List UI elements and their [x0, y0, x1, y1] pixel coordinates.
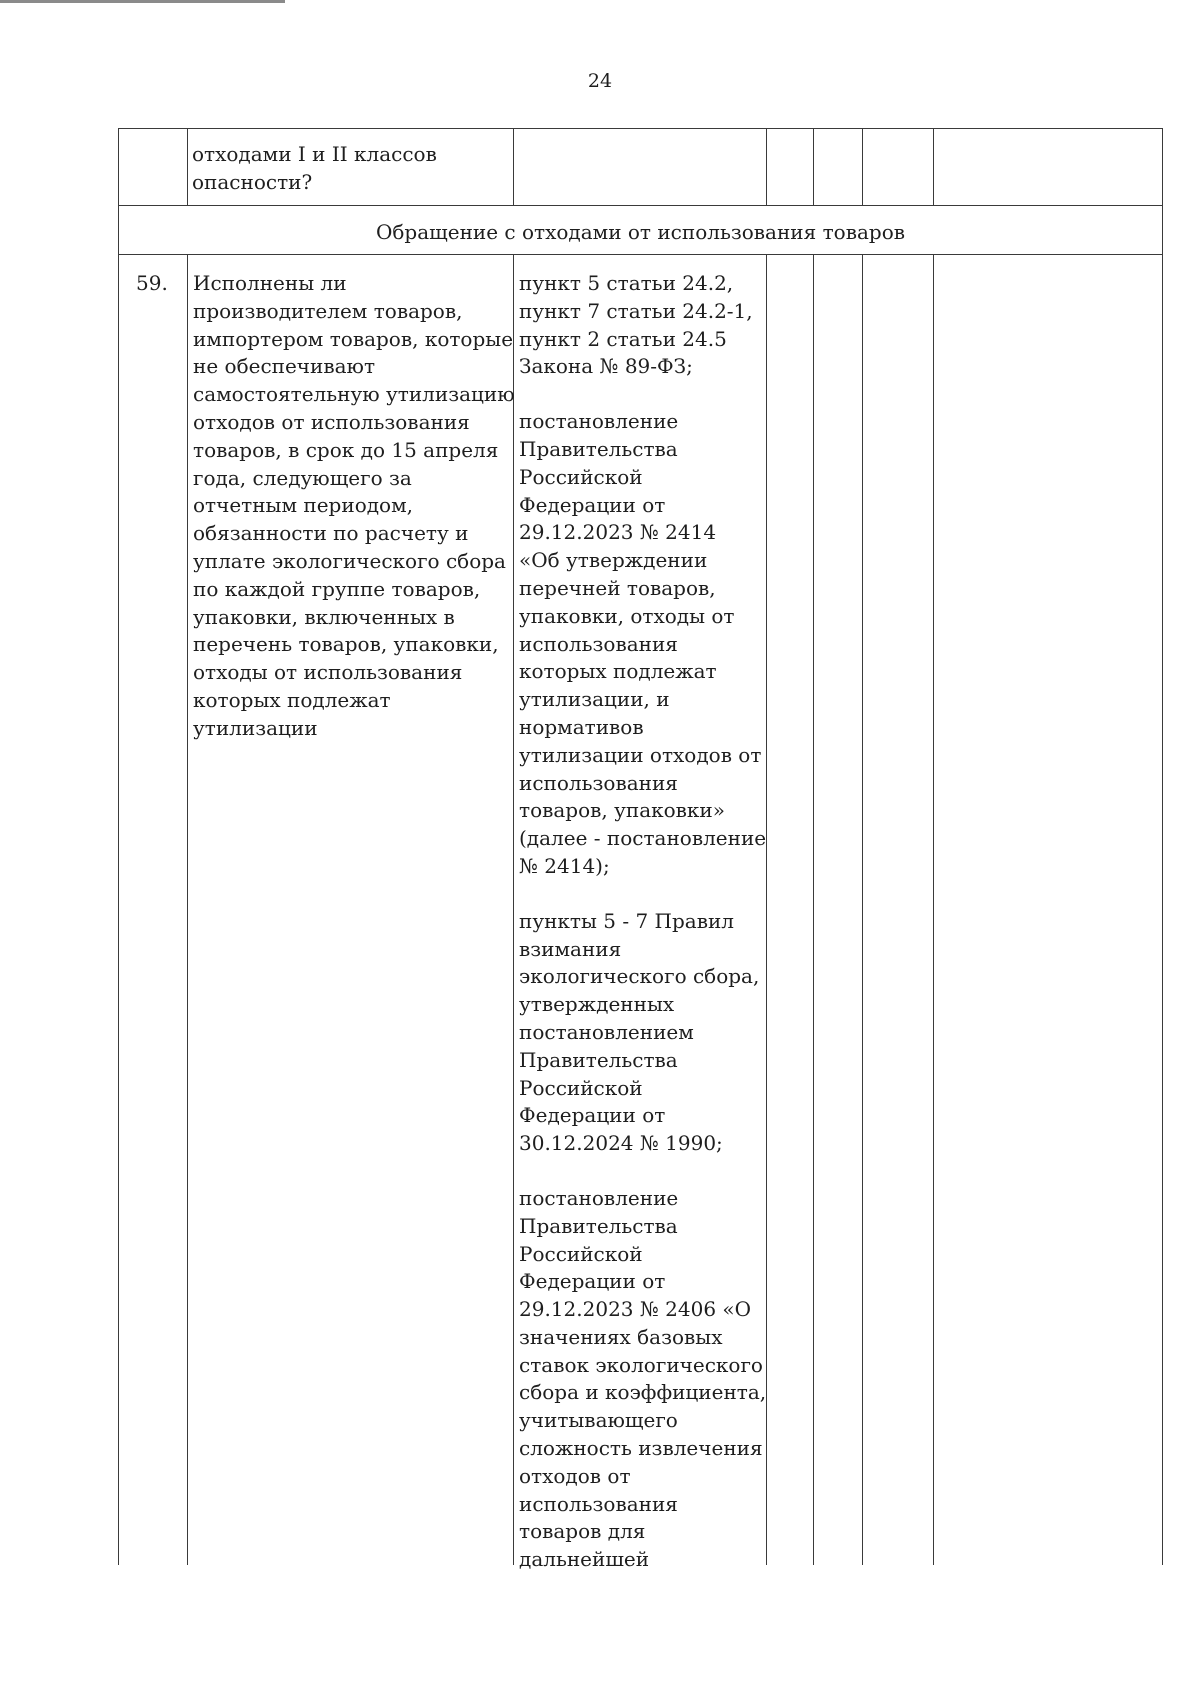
- text-line: постановлением: [519, 1019, 694, 1044]
- text-line: отходов от использования: [193, 409, 470, 434]
- text-line: дальнейшей: [519, 1547, 650, 1572]
- text-line: обязанности по расчету и: [193, 521, 469, 546]
- requirement-paragraph: [519, 270, 766, 381]
- text-line: 30.12.2024 № 1990;: [519, 1131, 723, 1156]
- text-line: которых подлежат: [519, 659, 717, 684]
- text-line: отчетным периодом,: [193, 493, 413, 518]
- row-number: 59.: [136, 271, 168, 295]
- section-title: Обращение с отходами от использования товаров: [375, 220, 906, 244]
- text-line: сложность извлечения: [519, 1436, 763, 1461]
- text-line: значениях базовых: [519, 1324, 723, 1349]
- table-border-top: [118, 128, 1163, 129]
- text-line: перечень товаров, упаковки,: [193, 632, 499, 657]
- text-line: отходов от: [519, 1463, 631, 1488]
- page-number: 24: [587, 70, 613, 92]
- column-divider: [766, 128, 767, 205]
- table-border-left: [118, 128, 119, 1565]
- table-row-divider: [118, 205, 1163, 206]
- text-line: Российской: [519, 1075, 643, 1100]
- text-line: по каждой группе товаров,: [193, 576, 481, 601]
- text-line: учитывающего: [519, 1408, 678, 1433]
- text-line: которых подлежат: [193, 687, 391, 712]
- text-line: ставок экологического: [519, 1352, 763, 1377]
- column-divider: [187, 254, 188, 1565]
- column-divider: [513, 128, 514, 205]
- text-line: пункты 5 - 7 Правил: [519, 908, 735, 933]
- text-line: (далее - постановление: [519, 826, 767, 851]
- table-row-divider: [118, 254, 1163, 255]
- text-line: постановление: [519, 409, 679, 434]
- text-line: Федерации от: [519, 1103, 666, 1128]
- text-line: Правительства: [519, 436, 678, 461]
- text-line: Федерации от: [519, 1269, 666, 1294]
- column-divider: [933, 128, 934, 205]
- text-line: товаров, упаковки»: [519, 798, 725, 823]
- text-line: утилизации отходов от: [519, 742, 762, 767]
- text-line: пункт 2 статьи 24.5: [519, 326, 727, 351]
- text-line: Закона № 89-ФЗ;: [519, 354, 693, 379]
- text-line: производителем товаров,: [193, 298, 463, 323]
- text-line: товаров для: [519, 1519, 646, 1544]
- text-line: утилизации: [193, 715, 318, 740]
- requirement-paragraph: [519, 408, 766, 881]
- column-divider: [862, 128, 863, 205]
- text-line: опасности?: [192, 169, 313, 194]
- requirement-paragraph: [519, 1185, 766, 1574]
- text-line: самостоятельную утилизацию: [193, 382, 515, 407]
- top-row-question: [192, 141, 437, 197]
- text-line: товаров, в срок до 15 апреля: [193, 437, 499, 462]
- text-line: 29.12.2023 № 2406 «О: [519, 1297, 752, 1322]
- column-divider: [813, 128, 814, 205]
- text-line: «Об утверждении: [519, 548, 708, 573]
- text-line: не обеспечивают: [193, 354, 376, 379]
- column-divider: [862, 254, 863, 1565]
- text-line: отходами I и II классов: [192, 142, 437, 166]
- scan-edge-mark: [0, 0, 285, 3]
- text-line: Правительства: [519, 1047, 678, 1072]
- column-divider: [813, 254, 814, 1565]
- text-line: нормативов: [519, 714, 644, 739]
- row-question: [193, 270, 515, 743]
- text-line: использования: [519, 631, 678, 656]
- text-line: отходы от использования: [193, 660, 463, 685]
- text-line: утвержденных: [519, 992, 675, 1017]
- text-line: утилизации, и: [519, 687, 670, 712]
- text-line: упаковки, отходы от: [519, 603, 735, 628]
- text-line: Правительства: [519, 1213, 678, 1238]
- text-line: импортером товаров, которые: [193, 326, 514, 351]
- text-line: Исполнены ли: [193, 271, 347, 295]
- text-line: Российской: [519, 464, 643, 489]
- text-line: уплате экологического сбора: [193, 548, 506, 573]
- column-divider: [933, 254, 934, 1565]
- text-line: Российской: [519, 1241, 643, 1266]
- table-border-right: [1162, 128, 1163, 1565]
- text-line: года, следующего за: [193, 465, 412, 490]
- text-line: взимания: [519, 936, 622, 961]
- text-line: постановление: [519, 1185, 679, 1210]
- text-line: перечней товаров,: [519, 575, 716, 600]
- requirement-paragraph: [519, 908, 766, 1158]
- text-line: № 2414);: [519, 853, 610, 878]
- text-line: Федерации от: [519, 492, 666, 517]
- text-line: использования: [519, 770, 678, 795]
- column-divider: [766, 254, 767, 1565]
- text-line: пункт 7 статьи 24.2-1,: [519, 298, 753, 323]
- text-line: 29.12.2023 № 2414: [519, 520, 717, 545]
- column-divider: [187, 128, 188, 205]
- text-line: сбора и коэффициента,: [519, 1380, 767, 1405]
- text-line: экологического сбора,: [519, 964, 760, 989]
- text-line: пункт 5 статьи 24.2,: [519, 271, 734, 295]
- row-requirements: [519, 270, 766, 1574]
- text-line: упаковки, включенных в: [193, 604, 455, 629]
- text-line: использования: [519, 1491, 678, 1516]
